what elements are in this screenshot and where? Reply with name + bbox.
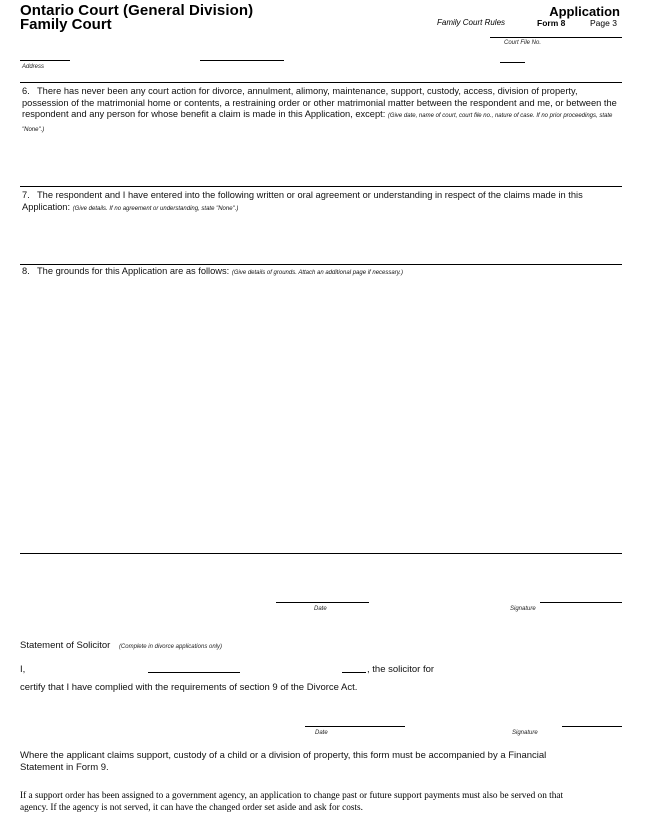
address-label: Address (22, 64, 45, 70)
date-label: Date (314, 606, 327, 612)
court-file-label: Court File No. (504, 40, 542, 46)
divider (20, 186, 622, 187)
solicitor-statement-title (20, 640, 222, 651)
solicitor-date-label: Date (315, 730, 328, 736)
rules-label: Family Court Rules (437, 18, 506, 27)
solicitor-signature-line[interactable] (562, 726, 622, 727)
court-file-line (490, 37, 622, 38)
signature-label: Signature (510, 606, 536, 612)
solicitor-certify: certify that I have complied with the requirements of section 9 of the Divorce Act. (20, 682, 358, 693)
paragraph-number: 8. (22, 266, 30, 276)
client-name-line[interactable] (342, 672, 366, 673)
support-order-note: If a support order has been assigned to a government agency, an application to change past or future support payments must also be served on that agency. If the agency is not served, it can have the changed order set aside and ask for costs. (20, 791, 564, 813)
form-number: Form 8 (537, 18, 566, 28)
paragraph-text: The grounds for this Application are as follows: (37, 266, 230, 276)
date-line[interactable] (276, 602, 369, 603)
signature-line[interactable] (540, 602, 622, 603)
solicitor-signature-label: Signature (512, 730, 538, 736)
address-line-3[interactable] (500, 62, 525, 63)
address-line-1[interactable] (20, 60, 70, 61)
paragraph-6-answer[interactable] (22, 138, 622, 182)
paragraph-text: The respondent and I have entered into the following written or oral agreement or understanding in respect of the claims made in this Application: (22, 190, 583, 212)
paragraph-8 (22, 266, 622, 280)
solicitor-i-label: I, (20, 664, 26, 675)
paragraph-7-answer[interactable] (22, 216, 622, 260)
paragraph-note: (Give details of grounds. Attach an additional page if necessary.) (231, 270, 403, 276)
divider (20, 264, 622, 265)
financial-statement-note: Where the applicant claims support, custody of a child or a division of property, this form must be accompanied by a Financial Statement in Form 9. (20, 750, 547, 773)
solicitor-for-label: , the solicitor for (367, 664, 435, 675)
paragraph-7 (22, 190, 622, 215)
divider (20, 82, 622, 83)
solicitor-date-line[interactable] (305, 726, 405, 727)
solicitor-note: (Complete in divorce applications only) (118, 644, 222, 650)
paragraph-note: (Give date, name of court, court file no., nature of case. If no prior proceedings, state "None".) (22, 113, 613, 133)
page-number: Page 3 (590, 18, 617, 28)
court-name: Ontario Court (General Division) (20, 2, 254, 19)
paragraph-8-answer[interactable] (22, 282, 622, 548)
paragraph-6 (22, 86, 622, 136)
solicitor-title-text: Statement of Solicitor (20, 640, 111, 651)
address-line-2[interactable] (200, 60, 284, 61)
paragraph-note: (Give details. If no agreement or understanding, state "None".) (72, 205, 239, 212)
paragraph-number: 7. (22, 190, 30, 200)
solicitor-name-line[interactable] (148, 672, 240, 673)
paragraph-number: 6. (22, 86, 30, 96)
paragraph-text: There has never been any court action for divorce, annulment, alimony, maintenance, support, custody, access, division of property, possession of the matrimonial home or contents, a restraining order or other matrimonial matter between the respondent and me, or between the respondent and any person for whose benefit a claim is made in this Application, except: (22, 86, 617, 120)
divider (20, 553, 622, 554)
court-division: Family Court (20, 16, 112, 33)
form-title: Application (549, 4, 620, 19)
